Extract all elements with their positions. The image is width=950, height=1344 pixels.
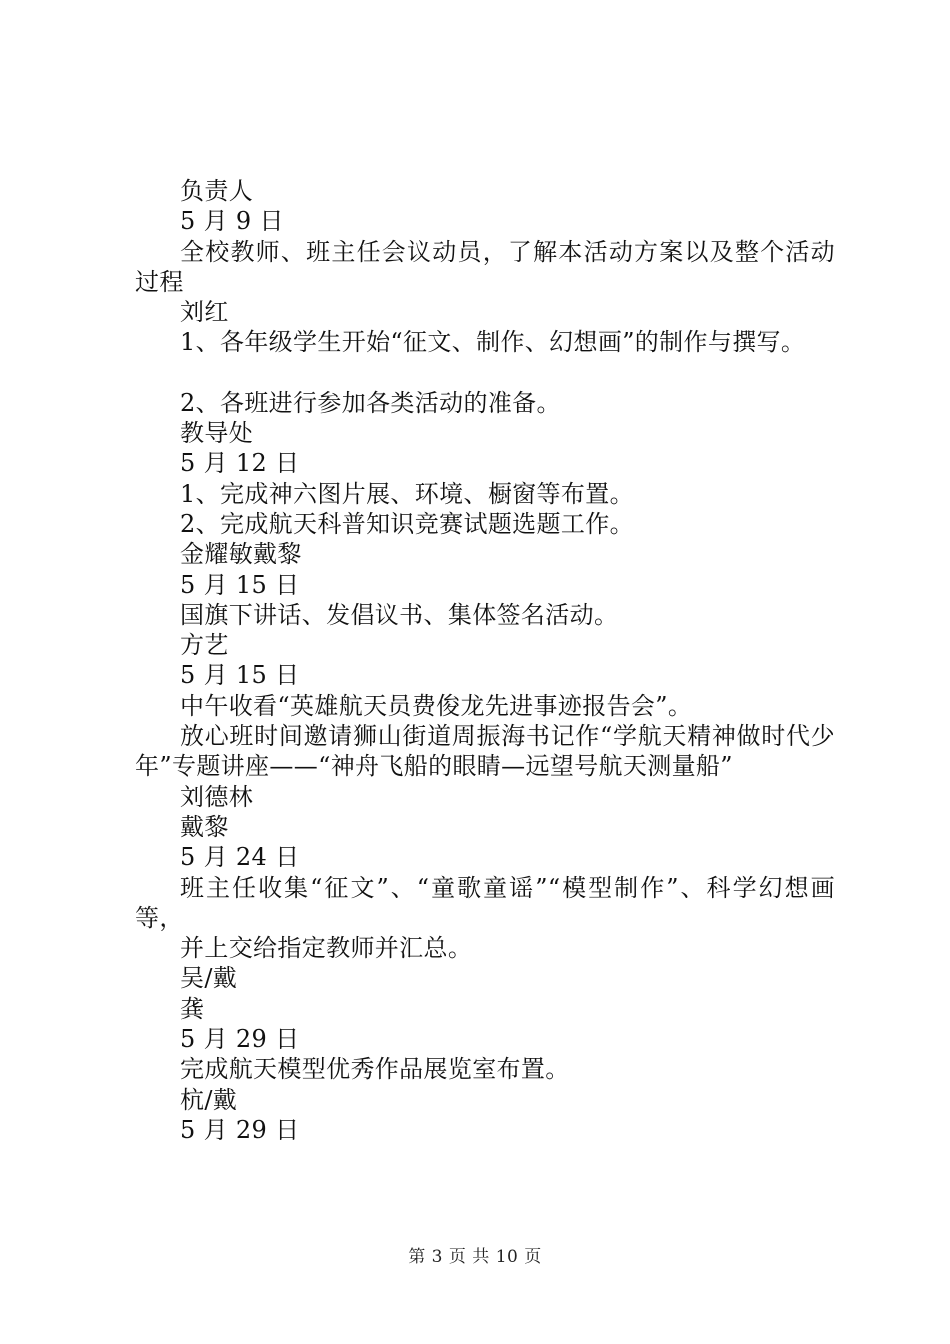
person-line: 戴黎 bbox=[180, 812, 229, 841]
date-line: 5 月 12 日 bbox=[180, 449, 300, 478]
activity-line: 1、完成神六图片展、环境、橱窗等布置。 bbox=[180, 479, 634, 508]
activity-paragraph: 班主任收集“征文”、“童歌童谣”“模型制作”、科学幻想画等， bbox=[135, 873, 835, 932]
person-line: 吴/戴 bbox=[180, 964, 238, 993]
date-line: 5 月 29 日 bbox=[180, 1025, 300, 1054]
blank-line bbox=[135, 358, 835, 388]
date-line: 5 月 24 日 bbox=[180, 843, 300, 872]
date-line: 5 月 15 日 bbox=[180, 570, 300, 599]
date-line: 5 月 15 日 bbox=[180, 661, 300, 690]
activity-line: 国旗下讲话、发倡议书、集体签名活动。 bbox=[180, 600, 619, 629]
activity-line: 1、各年级学生开始“征文、制作、幻想画”的制作与撰写。 bbox=[180, 328, 806, 357]
person-line: 杭/戴 bbox=[180, 1085, 238, 1114]
activity-paragraph: 放心班时间邀请狮山街道周振海书记作“学航天精神做时代少年”专题讲座——“神舟飞船的眼睛—远望号航天测量船” bbox=[135, 722, 835, 781]
activity-line: 2、各班进行参加各类活动的准备。 bbox=[180, 388, 561, 417]
activity-line: 中午收看“英雄航天员费俊龙先进事迹报告会”。 bbox=[180, 691, 693, 720]
activity-line: 完成航天模型优秀作品展览室布置。 bbox=[180, 1055, 570, 1084]
person-line: 教导处 bbox=[180, 419, 254, 448]
person-line: 龚 bbox=[180, 994, 205, 1023]
date-line: 5 月 9 日 bbox=[180, 207, 284, 236]
text-line: 负责人 bbox=[180, 177, 254, 205]
person-line: 金耀敏戴黎 bbox=[180, 540, 302, 569]
person-line: 刘德林 bbox=[180, 782, 254, 811]
page-footer: 第 3 页 共 10 页 bbox=[408, 1247, 542, 1267]
person-line: 刘红 bbox=[180, 298, 229, 327]
activity-line: 并上交给指定教师并汇总。 bbox=[180, 934, 473, 963]
date-line: 5 月 29 日 bbox=[180, 1115, 300, 1144]
person-line: 方艺 bbox=[180, 631, 229, 660]
activity-line: 2、完成航天科普知识竞赛试题选题工作。 bbox=[180, 509, 634, 538]
activity-paragraph: 全校教师、班主任会议动员，了解本活动方案以及整个活动过程 bbox=[135, 237, 835, 296]
document-body bbox=[135, 176, 835, 1145]
